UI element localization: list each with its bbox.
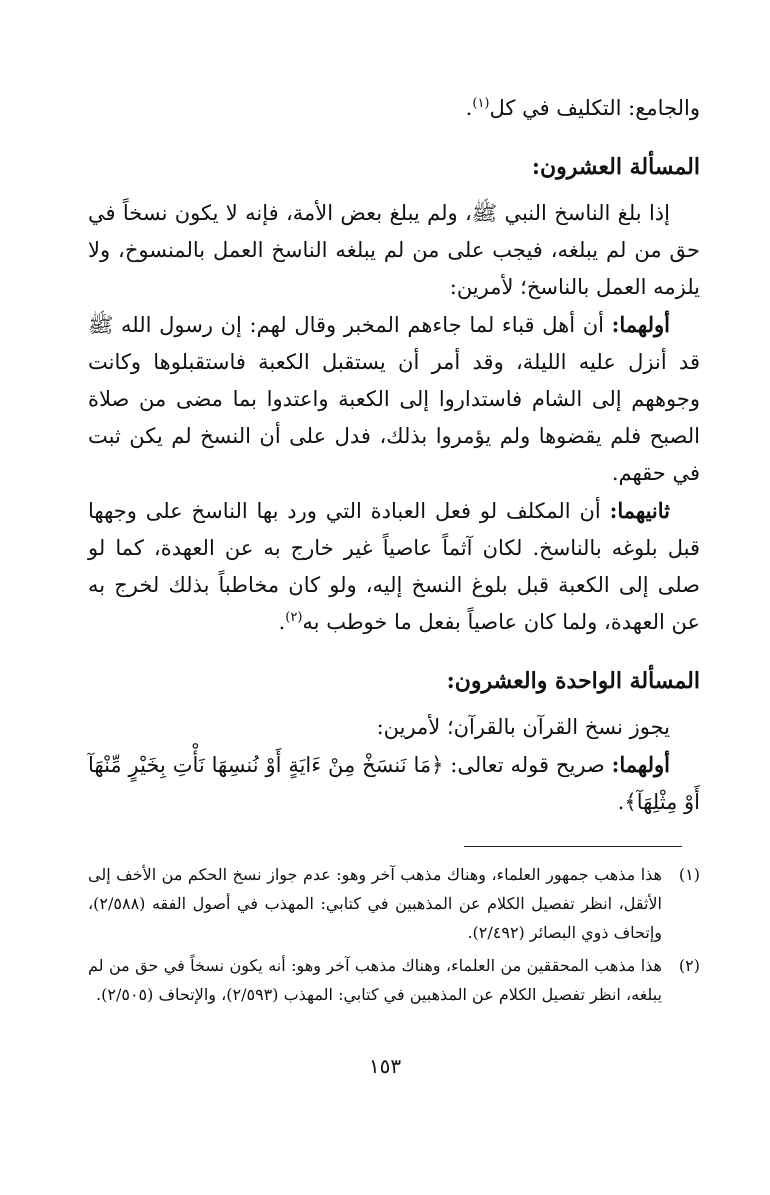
footnote-separator [464,846,682,847]
intro-text: والجامع: التكليف في كل [489,96,700,120]
section-21-title: المسألة الواحدة والعشرون: [446,668,700,694]
footnote-ref-2[interactable]: (٢) [285,610,303,625]
section-20-first-reason [88,306,700,492]
page-number: ١٥٣ [368,1054,402,1078]
second-reason-label: ثانيهما: [609,498,670,523]
footnote-2-number: (٢) [678,956,700,975]
second-reason-text: أن المكلف لو فعل العبادة التي ورد بها الناسخ على وجهها قبل بلوغه بالناسخ. لكان آثماً عاصياً غير خارج به عن العهدة، كما لو صلى إلى الكعبة قبل بلوغ النسخ إليه، ولو كان مخاطباً بذلك لخرج به عن العهدة، ولما كان عاصياً بفعل ما خوطب به [88,499,700,634]
section-20-second-reason [88,492,700,641]
section-20-title: المسألة العشرون: [531,154,700,180]
section-21-first-reason [88,746,700,821]
section-20-paragraph-1: إذا بلغ الناسخ النبي ﷺ، ولم يبلغ بعض الأمة، فإنه لا يكون نسخاً في حق من لم يبلغه، فيجب على من لم يبلغه الناسخ العمل بالمنسوخ، ولا يلزمه العمل بالناسخ؛ لأمرين: [88,201,700,299]
intro-paragraph [88,90,700,127]
first-reason-label: أولهما: [611,312,670,337]
section-21-paragraph-1: يجوز نسخ القرآن بالقرآن؛ لأمرين: [376,715,670,739]
footnote-1-number: (١) [678,865,700,884]
quran-verse: ﴿مَا نَنسَخْ مِنْ ءَايَةٍ أَوْ نُنسِهَا نَأْتِ بِخَيْرٍ مِّنْهَآ أَوْ مِثْلِهَآ﴾ [88,753,700,814]
main-text [88,90,700,821]
intro-end: . [465,96,473,120]
footnote-2 [88,951,700,1009]
footnote-ref-1[interactable]: (١) [472,96,490,111]
section-21-first-label: أولهما: [611,752,670,777]
footnote-1-text: هذا مذهب جمهور العلماء، وهناك مذهب آخر وهو: عدم جواز نسخ الحكم من الأخف إلى الأثقل، انظر تفصيل الكلام عن المذهبين في كتابي: المهذب في أصول الفقه (٢/٥٨٨)، وإتحاف ذوي البصائر (٢/٤٩٢). [88,865,662,942]
section-21-first-text: صريح قوله تعالى: [450,753,605,777]
first-reason-text: أن أهل قباء لما جاءهم المخبر وقال لهم: إن رسول الله ﷺ قد أنزل عليه الليلة، وقد أمر أن يستقبل الكعبة فاستقبلوها وكانت وجوههم إلى الشام فاستداروا إلى الكعبة واعتدوا بما مضى من صلاة الصبح فلم يقضوها ولم يؤمروا بذلك، فدل على أن النسخ لم يكن ثبت في حقهم. [88,313,700,485]
footnote-2-text: هذا مذهب المحققين من العلماء، وهناك مذهب آخر وهو: أنه يكون نسخاً في حق من لم يبلغه، انظر تفصيل الكلام عن المذهبين في كتابي: المهذب (٢/٥٩٣)، والإتحاف (٢/٥٠٥). [88,956,662,1004]
section-21-first-end: . [617,790,625,814]
footnote-1 [88,860,700,947]
second-reason-end: . [278,610,286,634]
footnotes [88,860,700,1013]
